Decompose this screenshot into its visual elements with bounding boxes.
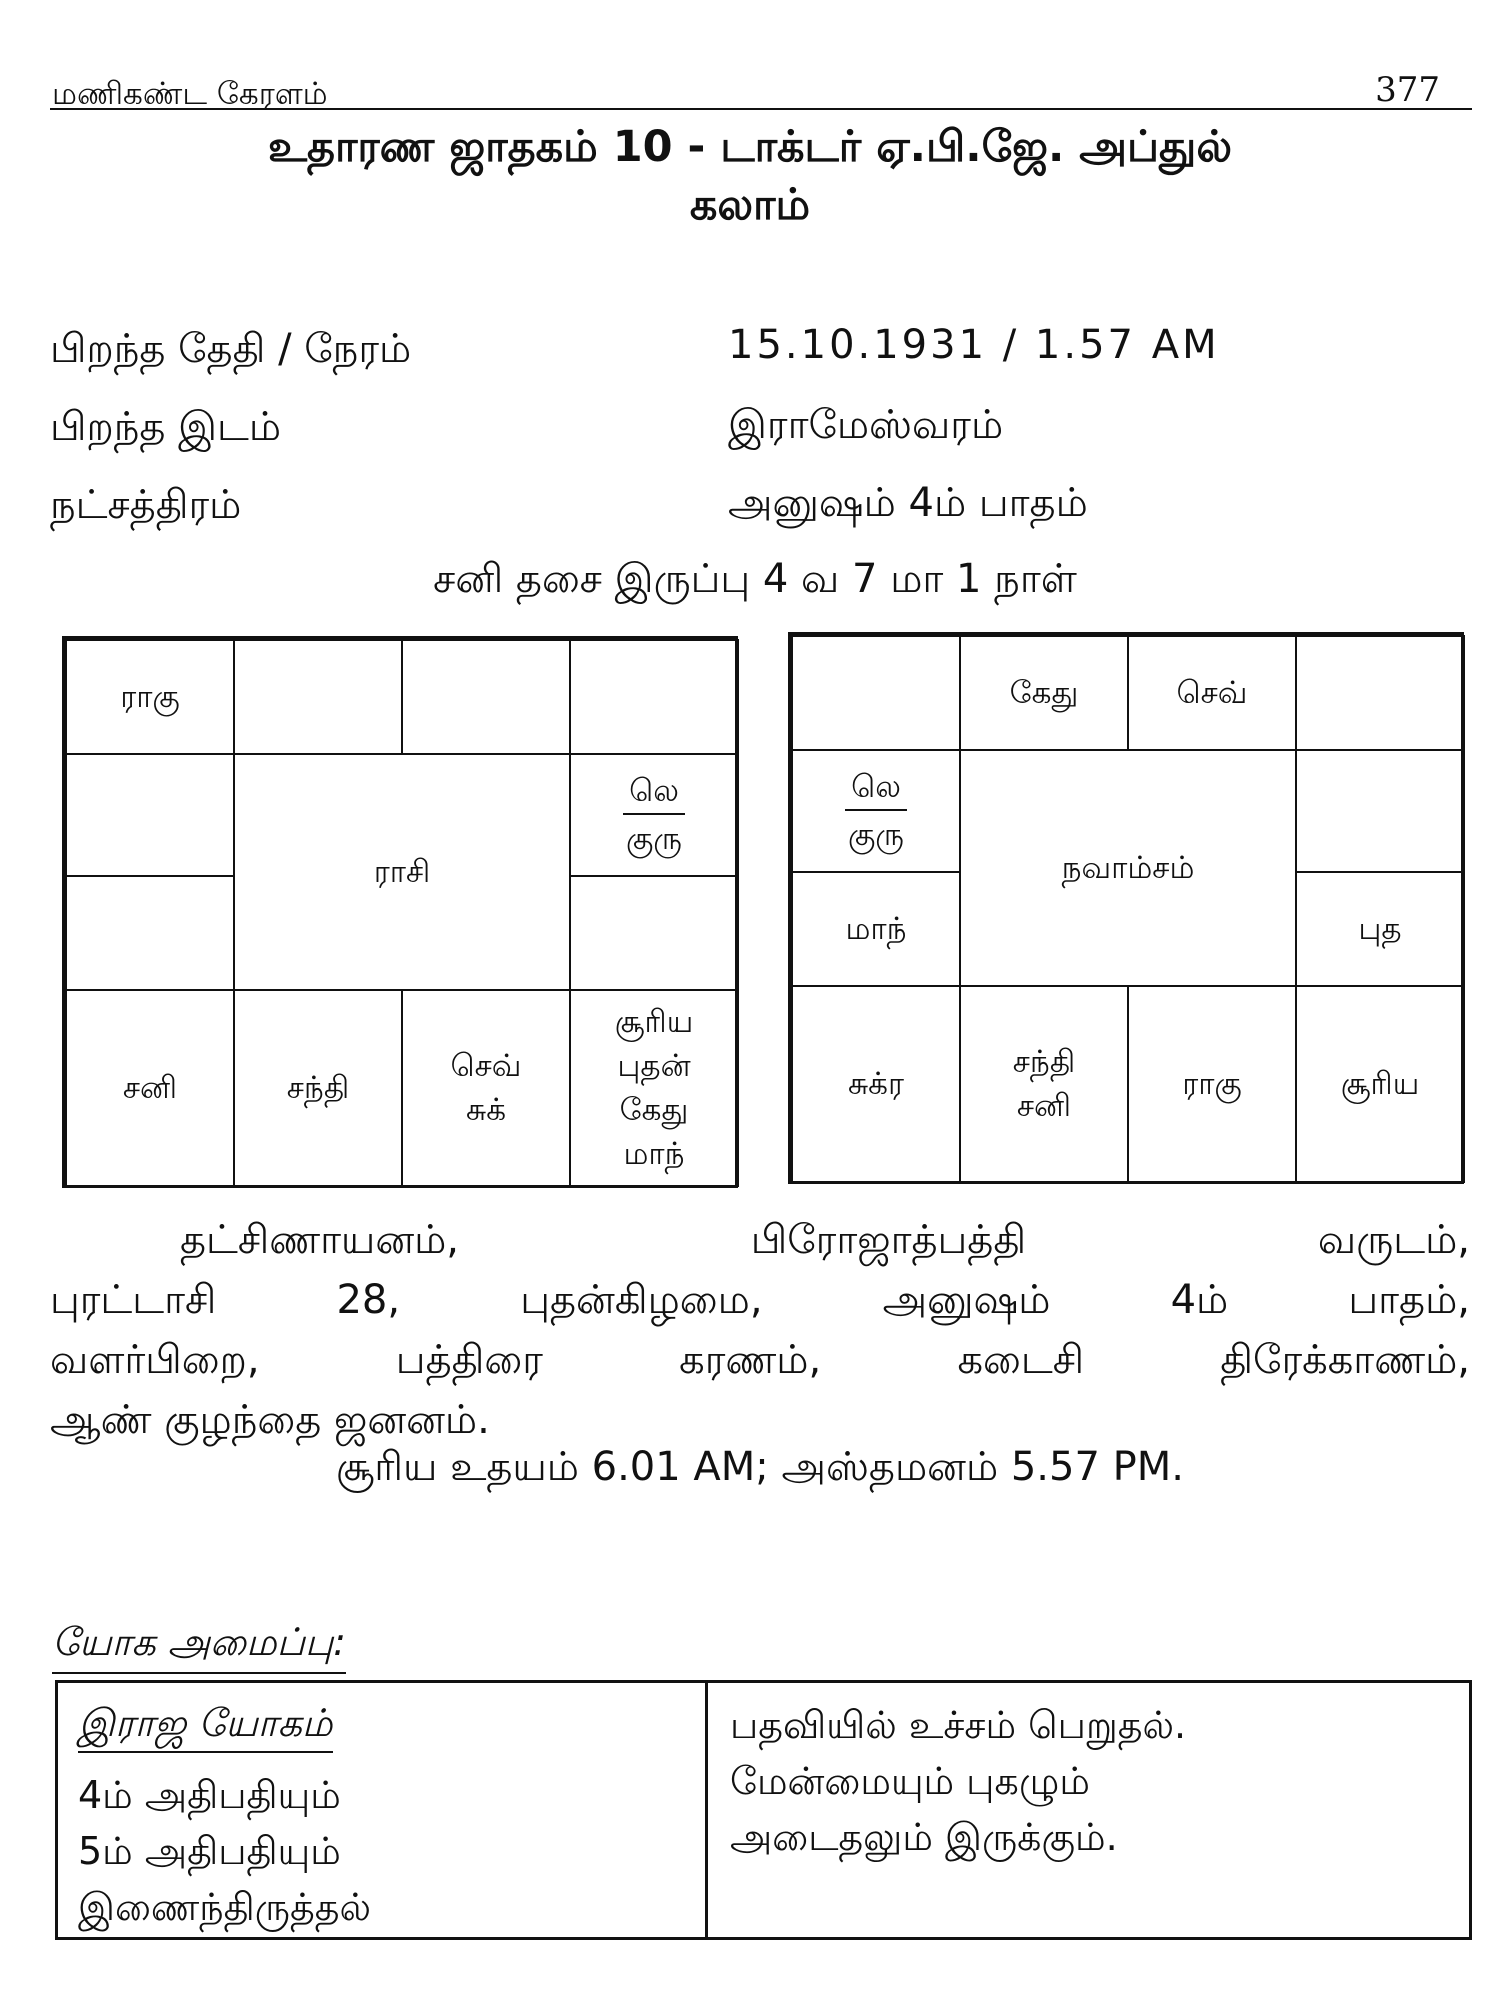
yoga-heading: யோக அமைப்பு: [52, 1620, 346, 1674]
rasi-planet: சந்தி [286, 1070, 350, 1106]
panchanga-paragraph [50, 1210, 1470, 1450]
rasi-chart [62, 636, 738, 1188]
word: புதன்கிழமை, [520, 1277, 763, 1323]
rasi-center [233, 753, 571, 991]
paragraph-line [50, 1210, 1470, 1270]
navamsa-house-r0c1 [959, 635, 1129, 751]
navamsa-center [959, 749, 1297, 987]
page-number: 377 [1375, 70, 1440, 110]
rasi-planet: கேது [619, 1092, 689, 1128]
book-title: மணிகண்ட கேரளம் [52, 76, 328, 112]
dasa-balance: சனி தசை இருப்பு 4 வ 7 மா 1 நாள் [433, 556, 1077, 602]
navamsa-house-r2c0 [791, 871, 961, 987]
navamsa-lagna-marker: லெ [845, 765, 907, 811]
star-value: அனுஷம் 4ம் பாதம் [728, 480, 1088, 526]
yoga-result: மேன்மையும் புகழும் [730, 1759, 1090, 1803]
word: தட்சிணாயனம், [180, 1217, 460, 1263]
rasi-planet: சுக் [465, 1092, 507, 1128]
rasi-planet: சனி [122, 1070, 178, 1106]
yoga-name: இராஜ யோகம் [78, 1701, 333, 1753]
word: திரேக்காணம், [1220, 1337, 1470, 1383]
chapter-title-line1: உதாரண ஜாதகம் 10 - டாக்டர் ஏ.பி.ஜே. அப்துல் [267, 122, 1233, 172]
navamsa-house-r3c3 [1295, 985, 1465, 1183]
word: 28, [336, 1277, 401, 1323]
chapter-title [40, 118, 1460, 234]
rasi-house-r3c0 [65, 989, 235, 1187]
rasi-house-r1c0 [65, 753, 235, 877]
sun-rise-set: சூரிய உதயம் 6.01 AM; அஸ்தமனம் 5.57 PM. [336, 1444, 1184, 1490]
navamsa-house-r1c0 [791, 749, 961, 873]
rasi-planet: மாந் [623, 1136, 685, 1172]
word: ஆண் குழந்தை ஜனனம். [50, 1397, 490, 1443]
navamsa-house-r0c2 [1127, 635, 1297, 751]
birth-date-value: 15.10.1931 / 1.57 AM [728, 322, 1220, 368]
navamsa-house-r3c0 [791, 985, 961, 1183]
rasi-house-r0c2 [401, 639, 571, 755]
rasi-planet: குரு [625, 821, 683, 857]
word: பத்திரை [395, 1337, 543, 1383]
rasi-planet: சூரிய [614, 1004, 694, 1040]
paragraph-line [50, 1270, 1470, 1330]
navamsa-house-r0c3 [1295, 635, 1465, 751]
word: அனுஷம் [882, 1277, 1051, 1323]
word: 4ம் [1170, 1277, 1229, 1323]
navamsa-planet: சுக்ர [847, 1066, 905, 1102]
word: பிரோஜாத்பத்தி [750, 1217, 1027, 1263]
word: கரணம், [679, 1337, 822, 1383]
navamsa-planet: சந்தி [1012, 1044, 1076, 1080]
rasi-house-r0c1 [233, 639, 403, 755]
navamsa-planet: சனி [1016, 1088, 1072, 1124]
rasi-planet: ராகு [120, 679, 180, 715]
yoga-condition: இணைந்திருத்தல் [78, 1885, 372, 1929]
chapter-title-line2: கலாம் [689, 180, 811, 230]
rasi-house-r3c2 [401, 989, 571, 1187]
yoga-results-cell [708, 1683, 1469, 1937]
rasi-house-r3c3 [569, 989, 739, 1187]
word: கடைசி [957, 1337, 1085, 1383]
navamsa-planet: சூரிய [1340, 1066, 1420, 1102]
navamsa-center-label: நவாம்சம் [1061, 850, 1195, 886]
rasi-house-r1c3 [569, 753, 739, 877]
rasi-house-r0c3 [569, 639, 739, 755]
paragraph-line [50, 1330, 1470, 1390]
yoga-result: பதவியில் உச்சம் பெறுதல். [730, 1703, 1187, 1747]
rasi-house-r2c0 [65, 875, 235, 991]
navamsa-planet: புத [1358, 911, 1402, 947]
word: பாதம், [1348, 1277, 1470, 1323]
header-divider [50, 108, 1472, 110]
navamsa-planet: செவ் [1176, 675, 1248, 711]
birth-place-label: பிறந்த இடம் [50, 404, 282, 450]
birth-date-label: பிறந்த தேதி / நேரம் [50, 326, 412, 372]
word: வளர்பிறை, [50, 1337, 260, 1383]
yoga-condition: 4ம் அதிபதியும் [78, 1773, 341, 1817]
navamsa-house-r2c3 [1295, 871, 1465, 987]
rasi-planet: புதன் [617, 1048, 691, 1084]
rasi-lagna-marker: லெ [623, 769, 685, 815]
rasi-house-r3c1 [233, 989, 403, 1187]
rasi-planet: செவ் [450, 1048, 522, 1084]
navamsa-chart [788, 632, 1464, 1184]
navamsa-house-r1c3 [1295, 749, 1465, 873]
word: வருடம், [1317, 1217, 1470, 1263]
yoga-conditions-cell [58, 1683, 708, 1937]
navamsa-house-r0c0 [791, 635, 961, 751]
navamsa-house-r3c1 [959, 985, 1129, 1183]
birth-place-value: இராமேஸ்வரம் [728, 402, 1004, 448]
yoga-table [55, 1680, 1472, 1940]
navamsa-house-r3c2 [1127, 985, 1297, 1183]
rasi-house-r0c0 [65, 639, 235, 755]
word: புரட்டாசி [50, 1277, 217, 1323]
navamsa-planet: குரு [847, 817, 905, 853]
rasi-house-r2c3 [569, 875, 739, 991]
star-label: நட்சத்திரம் [50, 482, 242, 528]
yoga-condition: 5ம் அதிபதியும் [78, 1829, 341, 1873]
navamsa-planet: மாந் [845, 911, 907, 947]
navamsa-planet: ராகு [1182, 1066, 1242, 1102]
paragraph-line [50, 1390, 1470, 1450]
yoga-result: அடைதலும் இருக்கும். [730, 1815, 1118, 1859]
rasi-center-label: ராசி [373, 854, 431, 890]
navamsa-planet: கேது [1009, 675, 1079, 711]
